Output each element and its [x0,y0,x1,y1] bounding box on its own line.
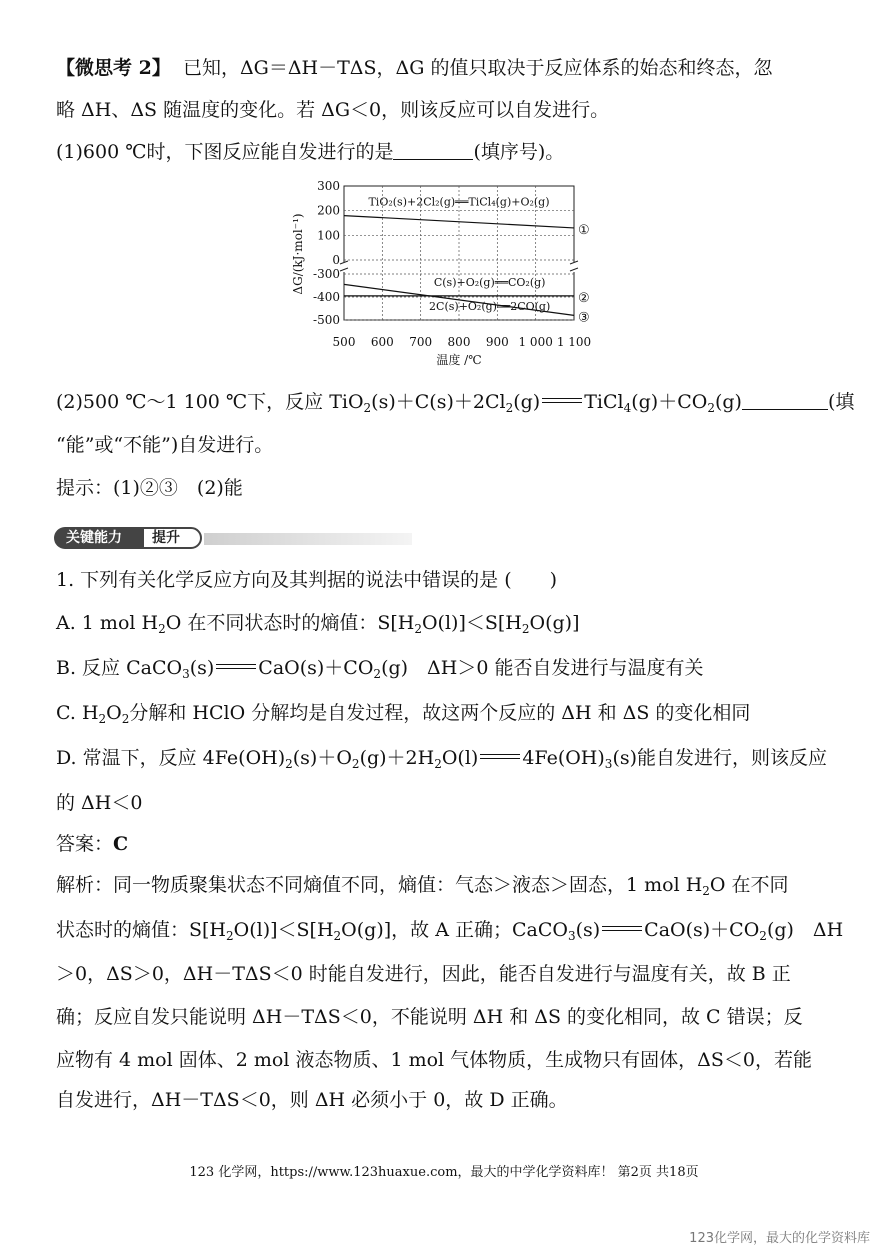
section-header [54,527,412,549]
q2-text-c: (g) [513,391,541,413]
analysis-sub-2: 2 [226,929,234,943]
series-marker: ② [578,290,590,306]
analysis-1a: 解析：同一物质聚集状态不同熵值不同，熵值：气态＞液态＞固态，1 mol H [56,874,703,896]
option-a [56,611,580,641]
option-d-text-2: (s)＋O [292,747,352,769]
option-d-text-5: 4Fe(OH) [522,747,605,769]
analysis-line-3: ＞0，ΔS＞0，ΔH－TΔS＜0 时能自发进行，因此，能否自发进行与温度有关，故 B 正 [56,963,791,985]
series-label: TiO₂(s)+2Cl₂(g)══TiCl₄(g)+O₂(g) [368,195,550,209]
option-a-sub-3: 2 [521,622,530,636]
think-question-2-line-2: “能”或“不能”)自发进行。 [56,434,274,456]
section-header-right: 提升 [142,527,202,549]
delta-g-chart [286,174,612,374]
q2-text-g: (填 [827,391,855,413]
y-axis-label: ΔG/(kJ·mol⁻¹) [291,213,305,295]
analysis-2f: (g) ΔH [766,919,844,941]
think-line-2: 略 ΔH、ΔS 随温度的变化。若 ΔG＜0，则该反应可以自发进行。 [56,99,610,121]
y-tick-label: 0 [332,253,340,267]
option-d-sub-1: 2 [285,757,293,771]
y-tick-label: 100 [317,228,340,243]
option-b-text-4: (g) ΔH＞0 能否自发进行与温度有关 [381,657,704,679]
option-d-sub-2: 2 [351,757,360,771]
y-tick-label: 200 [317,203,340,218]
answer-value: C [113,833,129,855]
q2-text-e: (g)＋CO [631,391,708,413]
analysis-2d: (s) [575,919,601,941]
analysis-line-6: 自发进行，ΔH－TΔS＜0，则 ΔH 必须小于 0，故 D 正确。 [56,1089,568,1111]
option-c-text-1: C. H [56,702,99,724]
equilibrium-sign [216,664,256,669]
analysis-1b: O 在不同 [709,874,789,896]
analysis-sub-4: 3 [567,929,576,943]
q2-blank [742,391,828,410]
analysis-sub-5: 2 [759,929,767,943]
equilibrium-sign [480,754,520,759]
q2-sub-4: 2 [707,401,715,415]
q2-text-a: (2)500 ℃～1 100 ℃下，反应 TiO [56,391,364,413]
x-tick-label: 600 [370,335,394,349]
option-c-text-2: O [106,702,122,724]
think-text-1: 已知，ΔG＝ΔH－TΔS，ΔG 的值只取决于反应体系的始态和终态，忽 [182,57,773,79]
option-d-text-3: (g)＋2H [359,747,435,769]
section-header-bar [204,533,412,545]
option-d-text-4: O(l) [441,747,479,769]
analysis-2c: O(g)]，故 A 正确；CaCO [341,919,568,941]
option-a-text-1: A. 1 mol H [56,612,159,634]
series-marker: ③ [578,310,590,326]
analysis-2e: CaO(s)＋CO [644,919,760,941]
option-c-sub-2: 2 [121,712,130,726]
series-label: 2C(s)+O₂(g)══2CO(g) [429,300,551,314]
q2-sub-3: 4 [623,401,632,415]
think-tag: 【微思考 2】 [56,57,171,79]
option-b [56,656,703,686]
option-a-sub-2: 2 [414,622,422,636]
page-footer: 123 化学网，https://www.123huaxue.com，最大的中学化学资料库！ 第2页 共18页 [189,1165,699,1180]
x-tick-label: 1 000 [518,335,553,349]
q2-text-b: (s)＋C(s)＋2Cl [371,391,506,413]
y-tick-label: -300 [313,267,340,281]
option-c [56,701,750,731]
option-b-text-1: B. 反应 CaCO [56,657,183,679]
q2-text-f: (g) [714,391,742,413]
option-c-text-3: 分解和 HClO 分解均是自发过程，故这两个反应的 ΔH 和 ΔS 的变化相同 [129,702,751,724]
option-d-sub-3: 2 [434,757,442,771]
option-d [56,746,827,776]
option-d-text-1: D. 常温下，反应 4Fe(OH) [56,747,286,769]
q1-blank [393,141,473,160]
hint-line: 提示：(1)②③ (2)能 [56,477,243,499]
analysis-line-2 [56,918,843,948]
option-b-sub-1: 3 [182,667,190,681]
answer-label: 答案： [56,833,114,855]
equilibrium-sign [542,398,582,403]
option-a-text-2: O 在不同状态时的熵值：S[H [165,612,415,634]
watermark: 123化学网，最大的化学资料库 [689,1231,870,1246]
option-a-text-4: O(g)] [529,612,580,634]
option-b-text-2: (s) [189,657,215,679]
option-b-sub-2: 2 [373,667,382,681]
x-tick-label: 900 [485,335,509,349]
analysis-2a: 状态时的熵值：S[H [56,919,226,941]
x-tick-label: 700 [409,335,433,349]
series-label: C(s)+O₂(g)══CO₂(g) [433,275,546,289]
option-a-sub-1: 2 [158,622,166,636]
q2-text-d: TiCl [584,391,624,413]
analysis-line-1 [56,873,789,903]
series-marker: ① [578,222,590,238]
q1-post: (填序号)。 [473,141,565,163]
option-b-text-3: CaO(s)＋CO [258,657,374,679]
analysis-2b: O(l)]＜S[H [233,919,334,941]
analysis-sub-1: 2 [702,884,710,898]
option-d-sub-4: 3 [604,757,613,771]
option-a-text-3: O(l)]＜S[H [421,612,522,634]
analysis-line-5: 应物有 4 mol 固体、2 mol 液态物质、1 mol 气体物质，生成物只有固体，ΔS＜0，若能 [56,1049,812,1071]
y-tick-label: -500 [313,313,340,327]
think-question-2 [56,390,854,420]
section-header-left: 关键能力 [54,527,144,549]
x-tick-label: 1 100 [556,335,592,349]
think-line-1 [56,56,772,80]
option-c-sub-1: 2 [98,712,107,726]
equilibrium-sign [602,926,642,931]
option-d-text-6: (s)能自发进行，则该反应 [612,747,828,769]
analysis-sub-3: 2 [333,929,342,943]
x-tick-label: 500 [332,335,356,349]
question-stem: 1. 下列有关化学反应方向及其判据的说法中错误的是 ( ) [56,569,558,591]
x-axis-label: 温度 /℃ [436,353,482,367]
analysis-line-4: 确；反应自发只能说明 ΔH－TΔS＜0，不能说明 ΔH 和 ΔS 的变化相同，故 C 错误；反 [56,1006,803,1028]
option-d-line-2: 的 ΔH＜0 [56,792,143,814]
x-tick-label: 800 [447,335,471,349]
q2-sub-1: 2 [363,401,372,415]
q2-sub-2: 2 [505,401,514,415]
y-tick-label: 300 [317,179,340,193]
think-question-1 [56,140,564,164]
q1-text: (1)600 ℃时，下图反应能自发进行的是 [56,141,394,163]
answer-line [56,832,128,856]
y-tick-label: -400 [313,290,340,304]
